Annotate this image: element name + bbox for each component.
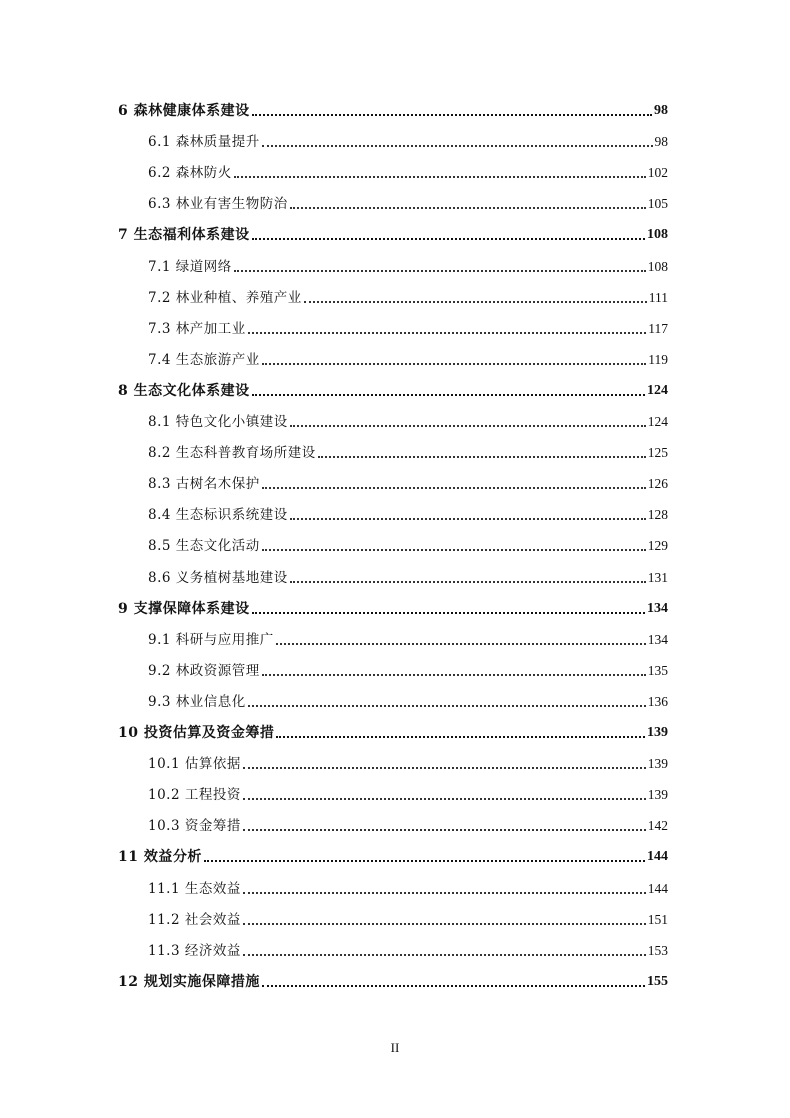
toc-entry-title: 7.1 绿道网络 bbox=[148, 258, 232, 275]
toc-section-entry[interactable] bbox=[148, 533, 668, 555]
toc-entry-page-number: 144 bbox=[647, 849, 668, 865]
toc-entry-page-number: 108 bbox=[647, 227, 668, 243]
toc-entry-title: 6.2 森林防火 bbox=[148, 165, 232, 182]
toc-chapter-entry[interactable] bbox=[118, 596, 668, 618]
toc-entry-page-number: 125 bbox=[647, 445, 668, 461]
dot-leader bbox=[243, 767, 646, 769]
toc-entry-title: 10.3 资金筹措 bbox=[148, 818, 241, 835]
toc-section-entry[interactable] bbox=[148, 876, 668, 898]
toc-chapter-entry[interactable] bbox=[118, 969, 668, 991]
toc-entry-title: 11.1 生态效益 bbox=[148, 880, 241, 897]
toc-entry-title: 8.5 生态文化活动 bbox=[148, 538, 260, 555]
dot-leader bbox=[290, 518, 646, 520]
toc-entry-page-number: 134 bbox=[647, 631, 668, 647]
toc-section-entry[interactable] bbox=[148, 316, 668, 338]
dot-leader bbox=[248, 705, 646, 707]
toc-entry-page-number: 155 bbox=[647, 973, 668, 989]
toc-section-entry[interactable] bbox=[148, 285, 668, 307]
dot-leader bbox=[262, 363, 646, 365]
dot-leader bbox=[290, 581, 646, 583]
dot-leader bbox=[243, 954, 646, 956]
toc-section-entry[interactable] bbox=[148, 471, 668, 493]
toc-entry-title: 7.2 林业种植、养殖产业 bbox=[148, 289, 302, 306]
dot-leader bbox=[252, 114, 652, 116]
toc-entry-page-number: 108 bbox=[647, 258, 668, 274]
dot-leader bbox=[262, 985, 645, 987]
toc-entry-page-number: 139 bbox=[647, 787, 668, 803]
dot-leader bbox=[262, 487, 646, 489]
toc-entry-title: 7 生态福利体系建设 bbox=[118, 227, 250, 244]
dot-leader bbox=[243, 892, 646, 894]
dot-leader bbox=[234, 270, 646, 272]
toc-section-entry[interactable] bbox=[148, 347, 668, 369]
toc-entry-page-number: 131 bbox=[647, 569, 668, 585]
toc-entry-page-number: 105 bbox=[647, 196, 668, 212]
toc-entry-title: 8.2 生态科普教育场所建设 bbox=[148, 445, 316, 462]
toc-section-entry[interactable] bbox=[148, 689, 668, 711]
toc-chapter-entry[interactable] bbox=[118, 222, 668, 244]
toc-entry-title: 10.1 估算依据 bbox=[148, 756, 241, 773]
page-footer-number: II bbox=[390, 1040, 400, 1055]
toc-section-entry[interactable] bbox=[148, 782, 668, 804]
toc-section-entry[interactable] bbox=[148, 658, 668, 680]
toc-entry-title: 7.3 林产加工业 bbox=[148, 320, 246, 337]
toc-entry-page-number: 129 bbox=[647, 538, 668, 554]
dot-leader bbox=[243, 829, 646, 831]
toc-entry-title: 9.3 林业信息化 bbox=[148, 693, 246, 710]
toc-entry-page-number: 139 bbox=[647, 756, 668, 772]
dot-leader bbox=[318, 456, 646, 458]
toc-entry-title: 8.3 古树名木保护 bbox=[148, 476, 260, 493]
toc-chapter-entry[interactable] bbox=[118, 844, 668, 866]
toc-chapter-entry[interactable] bbox=[118, 720, 668, 742]
toc-section-entry[interactable] bbox=[148, 938, 668, 960]
toc-entry-title: 7.4 生态旅游产业 bbox=[148, 351, 260, 368]
toc-entry-page-number: 136 bbox=[647, 693, 668, 709]
toc-entry-title: 8.4 生态标识系统建设 bbox=[148, 507, 288, 524]
toc-entry-title: 8.1 特色文化小镇建设 bbox=[148, 414, 288, 430]
toc-entry-title: 6 森林健康体系建设 bbox=[118, 103, 250, 119]
toc-section-entry[interactable] bbox=[148, 813, 668, 835]
dot-leader bbox=[252, 612, 645, 614]
toc-entry-page-number: 153 bbox=[647, 942, 668, 958]
toc-entry-title: 8 生态文化体系建设 bbox=[118, 382, 250, 399]
dot-leader bbox=[204, 860, 645, 862]
toc-entry-title: 11.3 经济效益 bbox=[148, 942, 241, 959]
toc-section-entry[interactable] bbox=[148, 440, 668, 462]
toc-section-entry[interactable] bbox=[148, 751, 668, 773]
dot-leader bbox=[252, 238, 645, 240]
dot-leader bbox=[262, 674, 646, 676]
dot-leader bbox=[304, 301, 647, 303]
toc-section-entry[interactable] bbox=[148, 907, 668, 929]
toc-chapter-entry[interactable] bbox=[118, 98, 668, 120]
toc-entry-page-number: 124 bbox=[647, 382, 668, 398]
dot-leader bbox=[276, 736, 645, 738]
dot-leader bbox=[290, 207, 646, 209]
toc-entry-title: 6.1 森林质量提升 bbox=[148, 134, 260, 151]
toc-entry-title: 11.2 社会效益 bbox=[148, 911, 241, 928]
toc-entry-title: 9.1 科研与应用推广 bbox=[148, 631, 274, 648]
toc-entry-page-number: 98 bbox=[654, 134, 668, 150]
toc-entry-page-number: 117 bbox=[648, 320, 668, 336]
toc-section-entry[interactable] bbox=[148, 160, 668, 182]
toc-entry-title: 9.2 林政资源管理 bbox=[148, 662, 260, 679]
toc-entry-page-number: 142 bbox=[647, 818, 668, 834]
dot-leader bbox=[276, 643, 646, 645]
toc-chapter-entry[interactable] bbox=[118, 378, 668, 400]
toc-entry-page-number: 124 bbox=[647, 414, 668, 429]
toc-entry-title: 10.2 工程投资 bbox=[148, 787, 241, 804]
toc-entry-page-number: 151 bbox=[647, 911, 668, 927]
toc-entry-title: 12 规划实施保障措施 bbox=[118, 973, 260, 990]
dot-leader bbox=[234, 176, 646, 178]
toc-section-entry[interactable] bbox=[148, 191, 668, 213]
dot-leader bbox=[290, 425, 646, 427]
toc-entry-title: 6.3 林业有害生物防治 bbox=[148, 196, 288, 213]
dot-leader bbox=[248, 332, 646, 334]
toc-entry-page-number: 134 bbox=[647, 600, 668, 616]
toc-entry-page-number: 144 bbox=[647, 880, 668, 896]
toc-section-entry[interactable] bbox=[148, 409, 668, 431]
toc-entry-page-number: 139 bbox=[647, 725, 668, 740]
toc-entry-page-number: 98 bbox=[654, 103, 668, 118]
toc-entry-title: 8.6 义务植树基地建设 bbox=[148, 569, 288, 586]
toc-entry-page-number: 111 bbox=[648, 289, 668, 305]
toc-entry-page-number: 102 bbox=[647, 165, 668, 181]
toc-entry-page-number: 126 bbox=[647, 476, 668, 492]
toc-section-entry[interactable] bbox=[148, 502, 668, 524]
toc-entry-page-number: 119 bbox=[648, 351, 668, 367]
dot-leader bbox=[243, 923, 646, 925]
toc-entry-title: 11 效益分析 bbox=[118, 849, 202, 866]
toc-section-entry[interactable] bbox=[148, 627, 668, 649]
dot-leader bbox=[243, 798, 646, 800]
dot-leader bbox=[262, 145, 653, 147]
toc-section-entry[interactable] bbox=[148, 565, 668, 587]
toc-entry-page-number: 128 bbox=[647, 507, 668, 523]
dot-leader bbox=[262, 549, 646, 551]
toc-section-entry[interactable] bbox=[148, 129, 668, 151]
toc-entry-title: 9 支撑保障体系建设 bbox=[118, 600, 250, 617]
toc-entry-page-number: 135 bbox=[647, 662, 668, 678]
toc-section-entry[interactable] bbox=[148, 254, 668, 276]
dot-leader bbox=[252, 394, 645, 396]
toc-entry-title: 10 投资估算及资金筹措 bbox=[118, 725, 275, 741]
